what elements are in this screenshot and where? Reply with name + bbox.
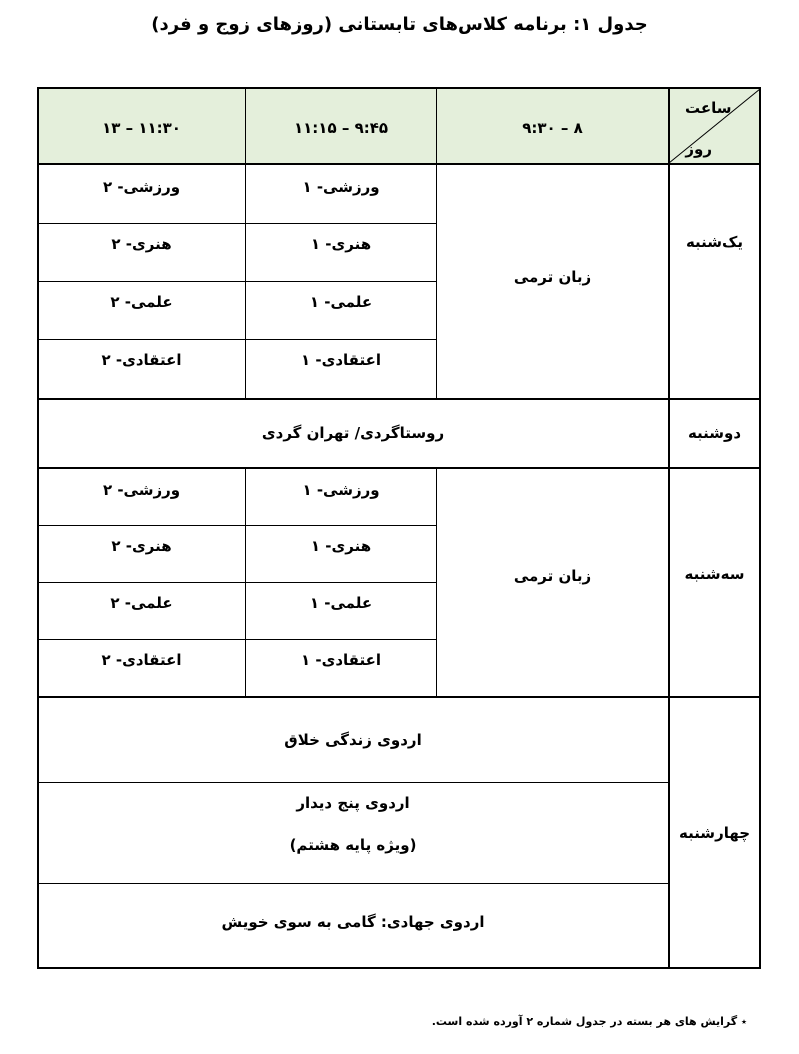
tuesday-g2-3: اعتقادی- ۲: [101, 651, 182, 669]
tuesday-g2-2: علمی- ۲: [110, 594, 173, 612]
table-title: جدول ۱: برنامه کلاس‌های تابستانی (روزهای زوج و فرد): [151, 14, 648, 35]
time-slot-1: ۸ – ۹:۳۰: [522, 119, 583, 137]
footnote: ٭ گرایش های هر بسته در جدول شماره ۲ آورده شده است.: [431, 1015, 747, 1028]
tuesday-term-language: زبان ترمی: [513, 567, 592, 585]
day-sunday: یک‌شنبه: [685, 233, 744, 251]
wednesday-camp-1: اردوی زندگی خلاق: [284, 730, 422, 749]
sunday-g1-0: ورزشی- ۱: [302, 178, 380, 196]
sunday-g1-1: هنری- ۱: [310, 235, 372, 253]
wednesday-camp-2-line-1: اردوی پنج دیدار: [296, 794, 410, 812]
tuesday-g2-0: ورزشی- ۲: [102, 481, 181, 499]
corner-day-label: روز: [685, 140, 712, 158]
day-wednesday: چهارشنبه: [678, 823, 751, 842]
sunday-g1-2: علمی- ۱: [309, 293, 373, 311]
time-slot-3: ۱۱:۳۰ – ۱۳: [102, 119, 181, 137]
day-monday: دوشنبه: [687, 424, 742, 442]
tuesday-g1-3: اعتقادی- ۱: [301, 651, 381, 669]
sunday-term-language: زبان ترمی: [513, 268, 592, 286]
tuesday-g2-1: هنری- ۲: [111, 537, 172, 555]
sunday-g2-0: ورزشی- ۲: [102, 178, 181, 196]
sunday-g1-3: اعتقادی- ۱: [301, 351, 381, 369]
tuesday-g1-0: ورزشی- ۱: [302, 481, 380, 499]
corner-time-label: ساعت: [685, 99, 732, 117]
tuesday-g1-2: علمی- ۱: [309, 594, 373, 612]
tuesday-g1-1: هنری- ۱: [310, 537, 372, 555]
sunday-g2-1: هنری- ۲: [111, 235, 172, 253]
sunday-g2-2: علمی- ۲: [110, 293, 173, 311]
wednesday-camp-3: اردوی جهادی: گامی به سوی خویش: [221, 913, 485, 931]
wednesday-camp-2-line-2: (ویژه پایه هشتم): [289, 836, 417, 854]
sunday-g2-3: اعتقادی- ۲: [101, 351, 182, 369]
monday-activity: روستاگردی/ تهران گردی: [261, 424, 445, 442]
day-tuesday: سه‌شنبه: [684, 565, 745, 583]
time-slot-2: ۹:۴۵ – ۱۱:۱۵: [293, 119, 389, 137]
